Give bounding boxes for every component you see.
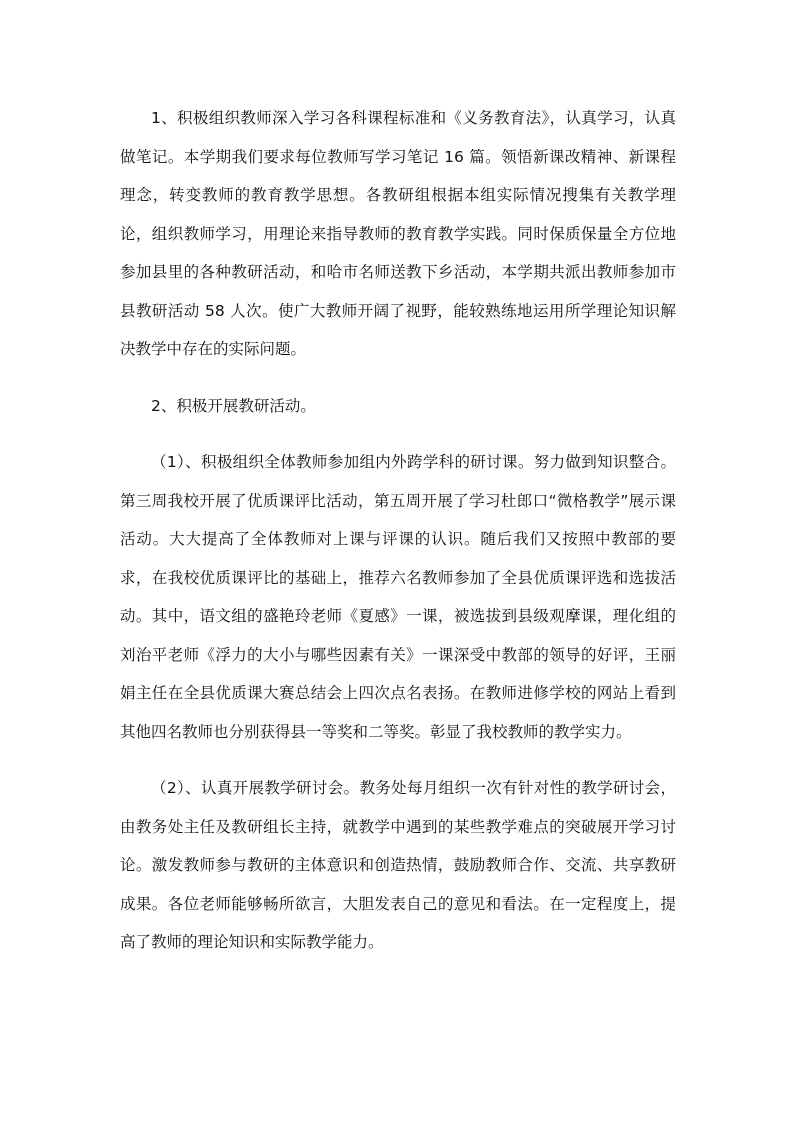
paragraph-interdisciplinary-lessons: （1）、积极组织全体教师参加组内外跨学科的研讨课。努力做到知识整合。第三周我校开展了优质课评比活动，第五周开展了学习杜郎口“微格教学”展示课活动。大大提高了全体教师对上课与评课的认识。随后我们又按照中教部的要求，在我校优质课评比的基础上，推荐六名教师参加了全县优质课评选和选拔活动。其中，语文组的盛艳玲老师《夏感》一课，被选拔到县级观摩课，理化组的刘治平老师《浮力的大小与哪些因素有关》一课深受中教部的领导的好评，王丽娟主任在全县优质课大赛总结会上四次点名表扬。在教师进修学校的网站上看到其他四名教师也分别获得县一等奖和二等奖。彰显了我校教师的教学实力。 — [120, 453, 676, 741]
paragraph-teaching-seminars: （2）、认真开展教学研讨会。教务处每月组织一次有针对性的教学研讨会，由教务处主任及教研组长主持，就教学中遇到的某些教学难点的突破展开学习讨论。激发教师参与教研的主体意识和创造热情，鼓励教师合作、交流、共享教研成果。各位老师能够畅所欲言，大胆发表自己的意见和看法。在一定程度上，提高了教师的理论知识和实际教学能力。 — [120, 779, 676, 951]
paragraph-teaching-research-heading: 2、积极开展教研活动。 — [151, 396, 316, 415]
document-body — [120, 99, 676, 962]
paragraph-study-standards: 1、积极组织教师深入学习各科课程标准和《义务教育法》，认真学习，认真做笔记。本学期我们要求每位教师写学习笔记 16 篇。领悟新课改精神、新课程理念，转变教师的教育教学思想。各教研组根据本组实际情况搜集有关教学理论，组织教师学习，用理论来指导教师的教育教学实践。同时保质保量全方位地参加县里的各种教研活动，和哈市名师送教下乡活动，本学期共派出教师参加市县教研活动 58 人次。使广大教师开阔了视野，能较熟练地运用所学理论知识解决教学中存在的实际问题。 — [120, 109, 676, 358]
